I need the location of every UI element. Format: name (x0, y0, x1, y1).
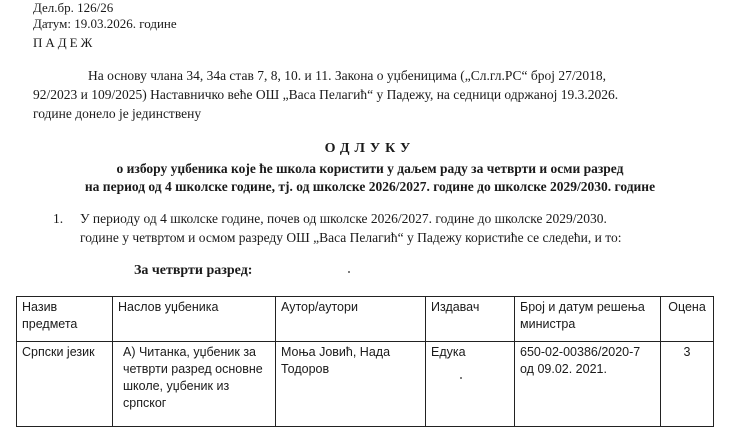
cell-decree: 650-02-00386/2020-7 од 09.02. 2021. (515, 342, 661, 427)
cell-subject: Српски језик (17, 342, 113, 427)
header-decree: Број и датум решења министра (515, 297, 661, 342)
table-row (17, 342, 714, 427)
header-grade: Оцена (661, 297, 714, 342)
scan-speck (460, 377, 462, 379)
table-header-row (17, 297, 714, 342)
intro-line-3: године донело је јединствену (33, 106, 202, 121)
cell-title: А) Читанка, уџбеник за четврти разред основне школе, уџбеник из српског (113, 342, 276, 427)
header-subject: Назив предмета (17, 297, 113, 342)
reference-number: Дел.бр. 126/26 (33, 0, 114, 15)
document-date: Датум: 19.03.2026. године (33, 16, 177, 31)
header-publisher: Издавач (426, 297, 515, 342)
section-title: За четврти разред: (134, 263, 253, 278)
place-name: ПАДЕЖ (33, 35, 96, 50)
intro-line-1: На основу члана 34, 34а став 7, 8, 10. и 11. Закона о уџбеницима („Сл.гл.РС“ број 27/2018, (88, 68, 607, 83)
cell-authors: Моња Јовић, Нада Тодоров (276, 342, 426, 427)
scan-speck (348, 271, 350, 273)
intro-line-2: 92/2023 и 109/2025) Наставничко веће ОШ „Васа Пелагић“ у Падежу, на седници одржаној 19.3.2026. (33, 87, 619, 102)
item-number: 1. (53, 211, 64, 226)
cell-grade: 3 (661, 342, 714, 427)
item-line-1: У периоду од 4 школске године, почев од школске 2026/2027. године до школске 2029/2030. (80, 211, 607, 226)
header-title: Наслов уџбеника (113, 297, 276, 342)
decision-subtitle-2: на период од 4 школске године, тј. од школске 2026/2027. године до школске 2029/2030. године (84, 179, 656, 194)
decision-subtitle-1: о избору уџбеника које ће школа користити у даљем раду за четврти и осми разред (116, 161, 624, 176)
textbook-table (16, 296, 714, 427)
header-authors: Аутор/аутори (276, 297, 426, 342)
item-line-2: године у четвртом и осмом разреду ОШ „Васа Пелагић“ у Падежу користиће се следећи, и то: (80, 230, 622, 245)
cell-publisher: Едука (426, 342, 515, 427)
decision-title: ОДЛУКУ (324, 141, 416, 156)
